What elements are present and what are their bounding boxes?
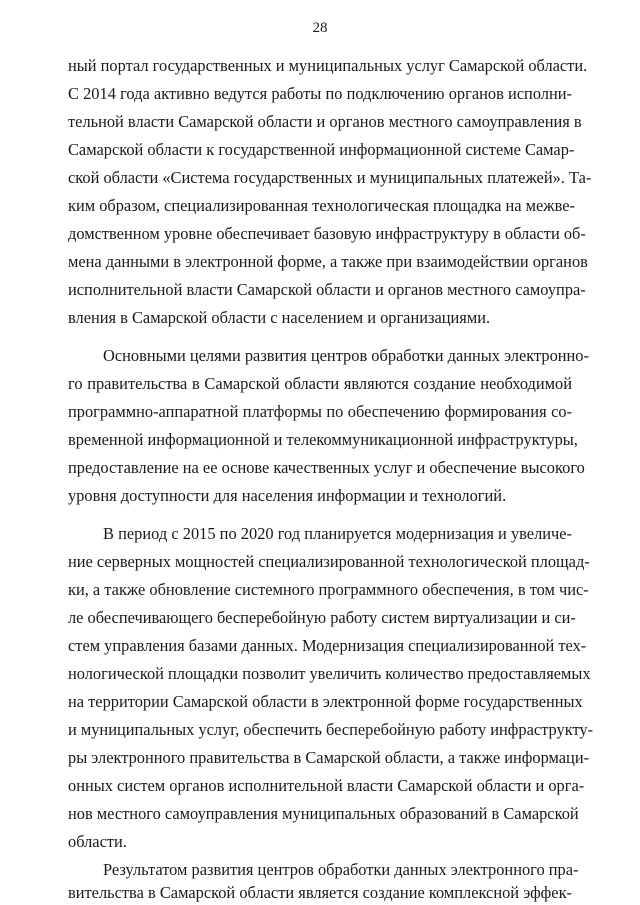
text-line: ской области «Система государственных и муниципальных платежей». Та- xyxy=(68,168,592,187)
text-line: области. xyxy=(68,832,127,851)
text-line: ки, а также обновление системного программного обеспечения, в том чис- xyxy=(68,580,589,599)
text-line: Результатом развития центров обработки данных электронного пра- xyxy=(103,860,579,879)
text-line: онных систем органов исполнительной власти Самарской области и орга- xyxy=(68,776,585,795)
text-line: ние серверных мощностей специализированной технологической площад- xyxy=(68,552,590,571)
text-line: ры электронного правительства в Самарской области, а также информаци- xyxy=(68,748,590,767)
text-line: нов местного самоуправления муниципальных образований в Самарской xyxy=(68,804,579,823)
text-line: В период с 2015 по 2020 год планируется модернизация и увеличе- xyxy=(103,524,572,543)
text-line: программно-аппаратной платформы по обеспечению формирования со- xyxy=(68,402,572,421)
text-line: ким образом, специализированная технологическая площадка на межве- xyxy=(68,196,575,215)
text-line: на территории Самарской области в электронной форме государственных xyxy=(68,692,583,711)
text-line: мена данными в электронной форме, а также при взаимодействии органов xyxy=(68,252,588,271)
text-line: ный портал государственных и муниципальных услуг Самарской области. xyxy=(68,56,588,75)
text-line: го правительства в Самарской области являются создание необходимой xyxy=(68,374,572,393)
text-line: стем управления базами данных. Модернизация специализированной тех- xyxy=(68,636,587,655)
text-line: вления в Самарской области с населением и организациями. xyxy=(68,308,491,327)
text-line: тельной власти Самарской области и органов местного самоуправления в xyxy=(68,112,582,131)
text-line: уровня доступности для населения информации и технологий. xyxy=(68,486,507,505)
text-line: Основными целями развития центров обработки данных электронно- xyxy=(103,346,589,365)
text-line: временной информационной и телекоммуникационной инфраструктуры, xyxy=(68,430,578,449)
page-number: 28 xyxy=(312,20,328,36)
text-line: Самарской области к государственной информационной системе Самар- xyxy=(68,140,575,159)
text-line: исполнительной власти Самарской области и органов местного самоупра- xyxy=(68,280,586,299)
text-line: нологической площадки позволит увеличить количество предоставляемых xyxy=(68,664,591,683)
text-line: домственном уровне обеспечивает базовую инфраструктуру в области об- xyxy=(68,224,586,243)
text-line: предоставление на ее основе качественных услуг и обеспечение высокого xyxy=(68,458,585,477)
text-line: ле обеспечивающего бесперебойную работу систем виртуализации и си- xyxy=(68,608,576,627)
text-line: С 2014 года активно ведутся работы по подключению органов исполни- xyxy=(68,84,572,103)
text-line: и муниципальных услуг, обеспечить бесперебойную работу инфраструкту- xyxy=(68,720,594,739)
text-line: вительства в Самарской области является создание комплексной эффек- xyxy=(68,883,572,902)
